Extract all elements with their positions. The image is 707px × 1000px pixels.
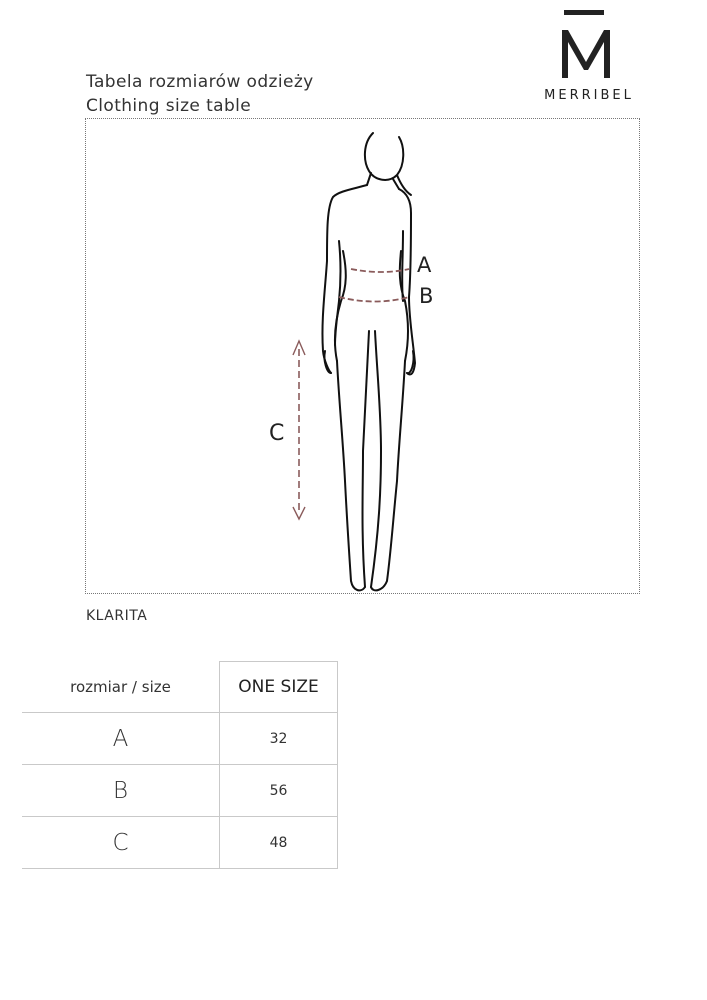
size-table [22, 661, 338, 869]
label-b: B [419, 284, 434, 308]
model-name: KLARITA [86, 608, 148, 624]
row-value-a: 32 [220, 713, 338, 765]
title-english: Clothing size table [86, 96, 252, 116]
row-value-c: 48 [220, 817, 338, 869]
row-value-b: 56 [220, 765, 338, 817]
label-c: C [269, 421, 285, 446]
brand-name: MERRIBEL [544, 88, 634, 103]
column-header-one-size: ONE SIZE [220, 662, 338, 713]
table-row [22, 713, 338, 765]
logo-mark-icon [530, 10, 648, 90]
label-a: A [417, 253, 432, 277]
body-silhouette-icon [86, 119, 641, 595]
title-polish: Tabela rozmiarów odzieży [86, 72, 314, 92]
measurement-figure [85, 118, 640, 594]
table-row [22, 817, 338, 869]
row-label-c: C [22, 817, 220, 869]
row-label-a: A [22, 713, 220, 765]
column-header-size-label: rozmiar / size [22, 662, 220, 713]
row-label-b: B [22, 765, 220, 817]
title-block [86, 70, 314, 118]
merribel-logo [530, 10, 648, 110]
table-header-row [22, 662, 338, 713]
table-row [22, 765, 338, 817]
